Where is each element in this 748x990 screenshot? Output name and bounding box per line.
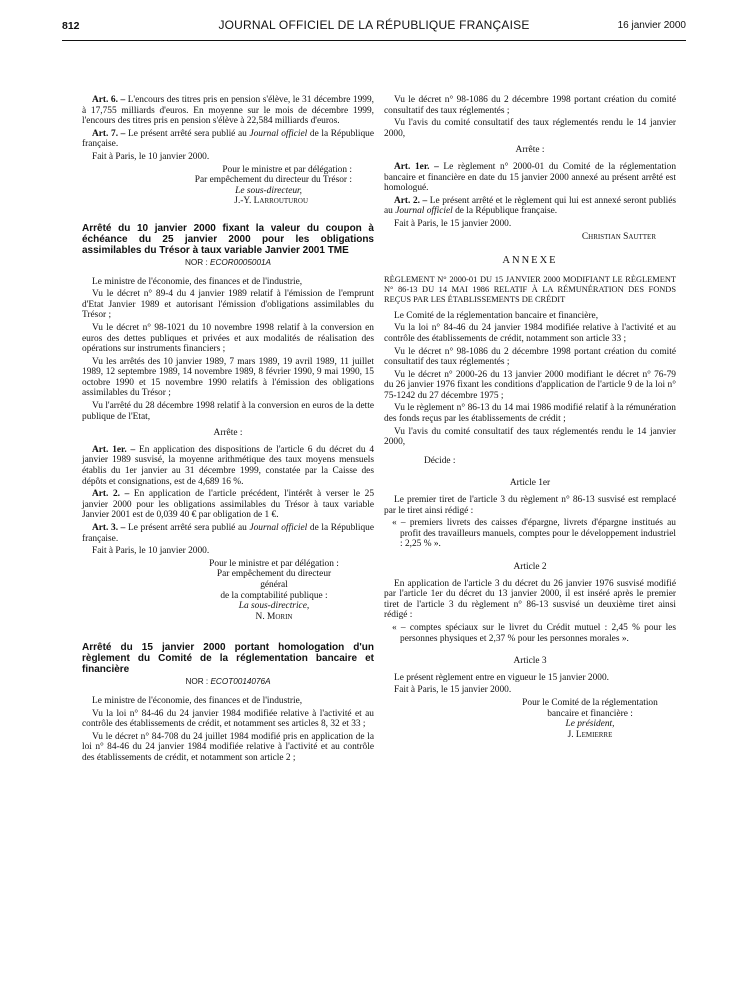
visa: Vu les arrêtés des 10 janvier 1989, 7 mars 1989, 19 avril 1989, 11 juillet 1989, 12 septembre 1989, 14 novembre 1989, 8 février 1990, 9 mai 1990, 15 octobre 1990 et 15 novembre 1990 relatifs à l'émission des obligations assimilables du Trésor ; [82,356,374,399]
visa: Vu l'avis du comité consultatif des taux réglementés rendu le 14 janvier 2000, [384,118,676,139]
preamble: Le Comité de la réglementation bancaire et financière, [394,310,599,321]
arrete-heading: Arrête : [515,145,545,156]
article-text: En application de l'article 3 du décret du 26 janvier 1976 susvisé modifié par l'article 1er du décret du 13 janvier 2000, il est inséré après le premier tiret de l'article 3 du règlement n° 86-13 susvisé un deuxième tiret ainsi rédigé : [384,578,676,621]
regulation-title: RÈGLEMENT N° 2000-01 DU 15 JANVIER 2000 MODIFIANT LE RÈGLEMENT N° 86-13 DU 14 MAI 1986 RELATIF À LA RÉMUNÉRATION DES FONDS REÇUS PAR LES ÉTABLISSEMENTS DE CRÉDIT [384,274,676,304]
arrete-title: Arrêté du 10 janvier 2000 fixant la valeur du coupon à échéance du 25 janvier 2000 pour les obligations assimilables du Trésor à taux variable Janvier 2001 TME [82,222,374,256]
preamble: Le ministre de l'économie, des finances et de l'industrie, [92,695,303,706]
article-quote: « – comptes spéciaux sur le livret du Crédit mutuel : 2,45 % pour les personnes physiques et 2,37 % pour les personnes morales ». [392,622,676,644]
article-7: Art. 7. – Le présent arrêté sera publié au Journal officiel de la République française. [82,128,374,150]
signature-block: Pour le Comité de la réglementation bancaire et financière : Le président, J. Lemierre [522,697,658,740]
visa: Vu le décret n° 84-708 du 24 juillet 1984 modifié pris en application de la loi n° 84-46 du 24 janvier 1984 modifiée relative à l'activité et au contrôle des établissements de crédit, et notamment son article 2 ; [82,731,374,763]
visa: Vu l'avis du comité consultatif des taux réglementés rendu le 14 janvier 2000, [384,426,676,448]
article-2: Art. 2. – En application de l'article précédent, l'intérêt à verser le 25 janvier 2000 pour les obligations assimilables du Trésor à taux variable Janvier 2001 est de 0,039 40 € par obligation de 1 €. [82,489,375,521]
visa: Vu la loi n° 84-46 du 24 janvier 1984 modifiée relative à l'activité et au contrôle des établissements de crédit, et notamment ses articles 8, 32 et 33 ; [82,708,374,730]
article-heading: Article 1er [509,478,551,489]
article-text: Le premier tiret de l'article 3 du règlement n° 86-13 susvisé est remplacé par le tiret ainsi rédigé : [384,495,676,516]
nor-reference: NOR : ECOR0005001A [184,257,272,267]
signature-block: Pour le ministre et par délégation : Par empêchement du directeur général de la comptabilité publique : La sous-directrice, N. Morin [209,558,339,622]
article-1: Art. 1er. – Le règlement n° 2000-01 du Comité de la réglementation bancaire et financière en date du 15 janvier 2000 annexé au présent arrêté est homologué. [384,161,677,194]
arrete-heading: Arrête : [213,428,243,439]
left-column [82,95,374,766]
visa: Vu la loi n° 84-46 du 24 janvier 1984 modifiée relative à l'activité et au contrôle des établissements de crédit, notamment son article 33 ; [384,323,676,344]
visa: Vu le décret n° 89-4 du 4 janvier 1989 relatif à l'émission de l'emprunt d'Etat Janvier 1989 et autorisant l'émission d'obligations assimilables du Trésor ; [82,289,374,321]
signatory: Christian Sautter [581,231,656,242]
nor-reference: NOR : ECOT0014076A [185,677,271,687]
journal-title: JOURNAL OFFICIEL DE LA RÉPUBLIQUE FRANÇAISE [218,18,530,32]
visa: Vu le décret n° 98-1086 du 2 décembre 1998 portant création du comité consultatif des taux réglementés ; [384,346,676,368]
article-quote: « – premiers livrets des caisses d'épargne, livrets d'épargne institués au profit des travailleurs manuels, comptes pour le développement industriel : 2,25 % ». [392,518,676,550]
article-heading: Article 3 [513,656,547,667]
preamble: Le ministre de l'économie, des finances et de l'industrie, [92,276,303,287]
visa: Vu le décret n° 98-1086 du 2 décembre 1998 portant création du comité consultatif des taux réglementés ; [384,95,676,116]
page-number: 812 [62,20,80,32]
fait-a-paris: Fait à Paris, le 10 janvier 2000. [92,546,210,557]
visa: Vu le décret n° 2000-26 du 13 janvier 2000 modifiant le décret n° 76-79 du 26 janvier 1976 fixant les conditions d'application de l'article 9 de la loi n° 75-1242 du 27 décembre 1975 ; [384,369,676,401]
header-rule [62,40,686,41]
arrete-title: Arrêté du 15 janvier 2000 portant homologation d'un règlement du Comité de la réglementation bancaire et financière [82,642,374,676]
article-2: Art. 2. – Le présent arrêté et le règlement qui lui est annexé seront publiés au Journal officiel de la République française. [384,195,677,217]
fait-a-paris: Fait à Paris, le 15 janvier 2000. [394,685,512,696]
signature-block: Pour le ministre et par délégation : Par empêchement du directeur du Trésor : Le sous-directeur, J.-Y. Larrouturou [194,164,352,207]
article-text: Le présent règlement entre en vigueur le 15 janvier 2000. [394,672,610,683]
fait-a-paris: Fait à Paris, le 10 janvier 2000. [92,151,210,162]
visa: Vu le règlement n° 86-13 du 14 mai 1986 modifié relatif à la rémunération des fonds reçus par les établissements de crédit ; [384,403,676,425]
annexe-heading: ANNEXE [502,255,558,267]
article-6: Art. 6. – L'encours des titres pris en pension s'élève, le 31 décembre 1999, à 17,755 milliards d'euros. En moyenne sur le mois de décembre 1999, l'encours des titres pris en pension s'élève à 22,584 milliards d'euros. [82,95,374,127]
right-column [384,95,676,740]
fait-a-paris: Fait à Paris, le 15 janvier 2000. [394,218,512,229]
visa: Vu le décret n° 98-1021 du 10 novembre 1998 relatif à la conversion en euros des dettes publiques et privées et aux modalités de réalisation des opérations sur instruments financiers ; [82,322,374,355]
article-1: Art. 1er. – En application des dispositions de l'article 6 du décret du 4 janvier 1989 susvisé, la moyenne arithmétique des taux moyens mensuels établis du 1er janvier au 31 décembre 1999, constatée par la Caisse des dépôts et consignations, est de 4,689 16 %. [82,444,375,487]
issue-date: 16 janvier 2000 [617,20,686,31]
decide-heading: Décide : [424,455,456,466]
article-heading: Article 2 [513,562,547,572]
visa: Vu l'arrêté du 28 décembre 1998 relatif à la conversion en euros de la dette publique de l'Etat, [82,401,374,422]
article-3: Art. 3. – Le présent arrêté sera publié au Journal officiel de la République française. [82,523,374,544]
page-header [62,18,686,36]
